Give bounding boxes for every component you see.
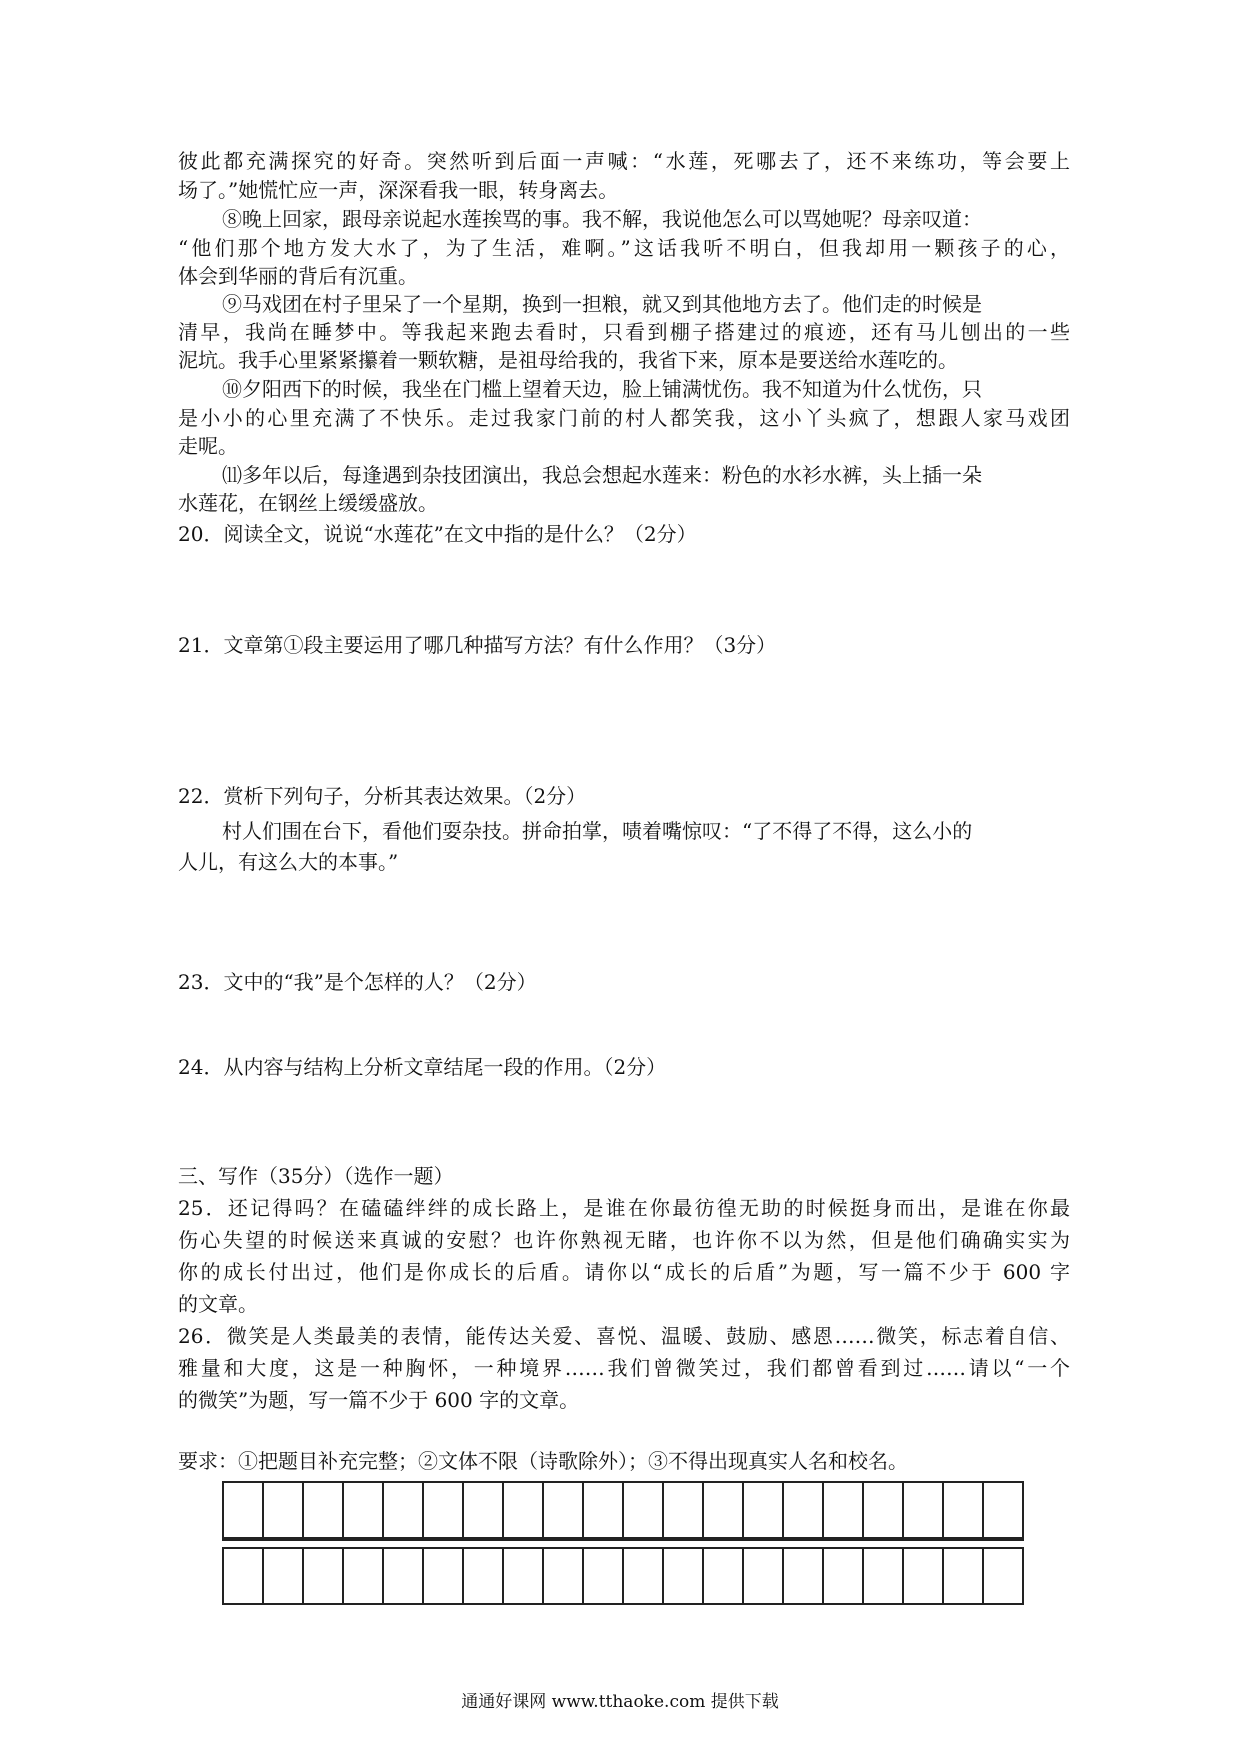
grid-cell <box>824 1547 864 1605</box>
grid-cell <box>784 1481 824 1539</box>
grid-cell <box>464 1481 504 1539</box>
grid-cell <box>384 1547 424 1605</box>
question-24: 24．从内容与结构上分析文章结尾一段的作用。（2分） <box>178 1055 667 1079</box>
page-footer: 通通好课网 www.tthaoke.com 提供下载 <box>461 1692 779 1712</box>
grid-cell <box>304 1481 344 1539</box>
passage-line: 体会到华丽的背后有沉重。 <box>178 264 418 288</box>
grid-cell <box>744 1481 784 1539</box>
grid-cell <box>864 1481 904 1539</box>
passage-paragraph-8: ⑧晚上回家，跟母亲说起水莲挨骂的事。我不解，我说他怎么可以骂她呢？母亲叹道： <box>222 207 982 231</box>
passage-line: 场了。”她慌忙应一声，深深看我一眼，转身离去。 <box>178 178 619 202</box>
grid-cell <box>984 1547 1024 1605</box>
question-23: 23．文中的“我”是个怎样的人？（2分） <box>178 970 537 994</box>
grid-cell <box>224 1547 264 1605</box>
grid-cell <box>704 1481 744 1539</box>
question-22-quote: 村人们围在台下，看他们耍杂技。拼命拍掌，啧着嘴惊叹：“了不得了不得，这么小的 <box>222 819 973 843</box>
grid-cell <box>224 1481 264 1539</box>
grid-cell <box>544 1547 584 1605</box>
writing-prompt-26: 的微笑”为题，写一篇不少于 600 字的文章。 <box>178 1388 580 1412</box>
grid-cell <box>504 1547 544 1605</box>
grid-cell <box>304 1547 344 1605</box>
passage-line: 彼此都充满探究的好奇。突然听到后面一声喊：“水莲，死哪去了，还不来练功，等会要上 <box>178 149 1070 173</box>
grid-cell <box>504 1481 544 1539</box>
question-20: 20．阅读全文，说说“水莲花”在文中指的是什么？（2分） <box>178 522 697 546</box>
grid-cell <box>344 1481 384 1539</box>
grid-cell <box>824 1481 864 1539</box>
passage-line: 水莲花，在钢丝上缓缓盛放。 <box>178 491 438 515</box>
question-21: 21．文章第①段主要运用了哪几种描写方法？有什么作用？（3分） <box>178 633 777 657</box>
grid-cell <box>984 1481 1024 1539</box>
grid-cell <box>464 1547 504 1605</box>
grid-cell <box>344 1547 384 1605</box>
grid-cell <box>664 1547 704 1605</box>
writing-prompt-25: 的文章。 <box>178 1292 258 1316</box>
grid-cell <box>944 1547 984 1605</box>
passage-paragraph-11: ⑾多年以后，每逢遇到杂技团演出，我总会想起水莲来：粉色的水衫水裤，头上插一朵 <box>222 463 982 487</box>
passage-line: 走呢。 <box>178 434 238 458</box>
writing-requirements: 要求：①把题目补充完整；②文体不限（诗歌除外）；③不得出现真实人名和校名。 <box>178 1449 908 1473</box>
grid-cell <box>904 1547 944 1605</box>
composition-grid-row <box>222 1481 1024 1539</box>
grid-cell <box>384 1481 424 1539</box>
grid-cell <box>264 1481 304 1539</box>
passage-paragraph-9: ⑨马戏团在村子里呆了一个星期，换到一担粮，就又到其他地方去了。他们走的时候是 <box>222 292 982 316</box>
grid-cell <box>424 1547 464 1605</box>
writing-prompt-25: 伤心失望的时候送来真诚的安慰？也许你熟视无睹，也许你不以为然，但是他们确确实实为 <box>178 1228 1070 1252</box>
passage-line: “他们那个地方发大水了，为了生活，难啊。”这话我听不明白，但我却用一颗孩子的心， <box>178 236 1070 260</box>
writing-prompt-26: 雅量和大度，这是一种胸怀，一种境界……我们曾微笑过，我们都曾看到过……请以“一个 <box>178 1356 1070 1380</box>
grid-cell <box>624 1547 664 1605</box>
passage-paragraph-10: ⑩夕阳西下的时候，我坐在门槛上望着天边，脸上铺满忧伤。我不知道为什么忧伤，只 <box>222 377 982 401</box>
grid-cell <box>744 1547 784 1605</box>
passage-line: 泥坑。我手心里紧紧攥着一颗软糖，是祖母给我的，我省下来，原本是要送给水莲吃的。 <box>178 348 958 372</box>
grid-cell <box>584 1481 624 1539</box>
grid-cell <box>264 1547 304 1605</box>
question-22-quote: 人儿，有这么大的本事。” <box>178 850 399 874</box>
grid-cell <box>904 1481 944 1539</box>
grid-cell <box>544 1481 584 1539</box>
passage-line: 清早，我尚在睡梦中。等我起来跑去看时，只看到棚子搭建过的痕迹，还有马儿刨出的一些 <box>178 320 1070 344</box>
grid-cell <box>584 1547 624 1605</box>
grid-cell <box>424 1481 464 1539</box>
composition-grid-row <box>222 1547 1024 1605</box>
passage-line: 是小小的心里充满了不快乐。走过我家门前的村人都笑我，这小丫头疯了，想跟人家马戏团 <box>178 406 1070 430</box>
grid-cell <box>784 1547 824 1605</box>
grid-cell <box>864 1547 904 1605</box>
question-22: 22．赏析下列句子，分析其表达效果。（2分） <box>178 784 587 808</box>
writing-heading: 三、写作（35分）（选作一题） <box>178 1164 454 1188</box>
grid-cell <box>624 1481 664 1539</box>
writing-prompt-25: 25．还记得吗？在磕磕绊绊的成长路上，是谁在你最彷徨无助的时候挺身而出，是谁在你最 <box>178 1196 1070 1220</box>
grid-cell <box>704 1547 744 1605</box>
writing-prompt-26: 26．微笑是人类最美的表情，能传达关爱、喜悦、温暖、鼓励、感恩……微笑，标志着自信、 <box>178 1324 1070 1348</box>
grid-cell <box>944 1481 984 1539</box>
writing-prompt-25: 你的成长付出过，他们是你成长的后盾。请你以“成长的后盾”为题，写一篇不少于 600 字 <box>178 1260 1070 1284</box>
grid-cell <box>664 1481 704 1539</box>
